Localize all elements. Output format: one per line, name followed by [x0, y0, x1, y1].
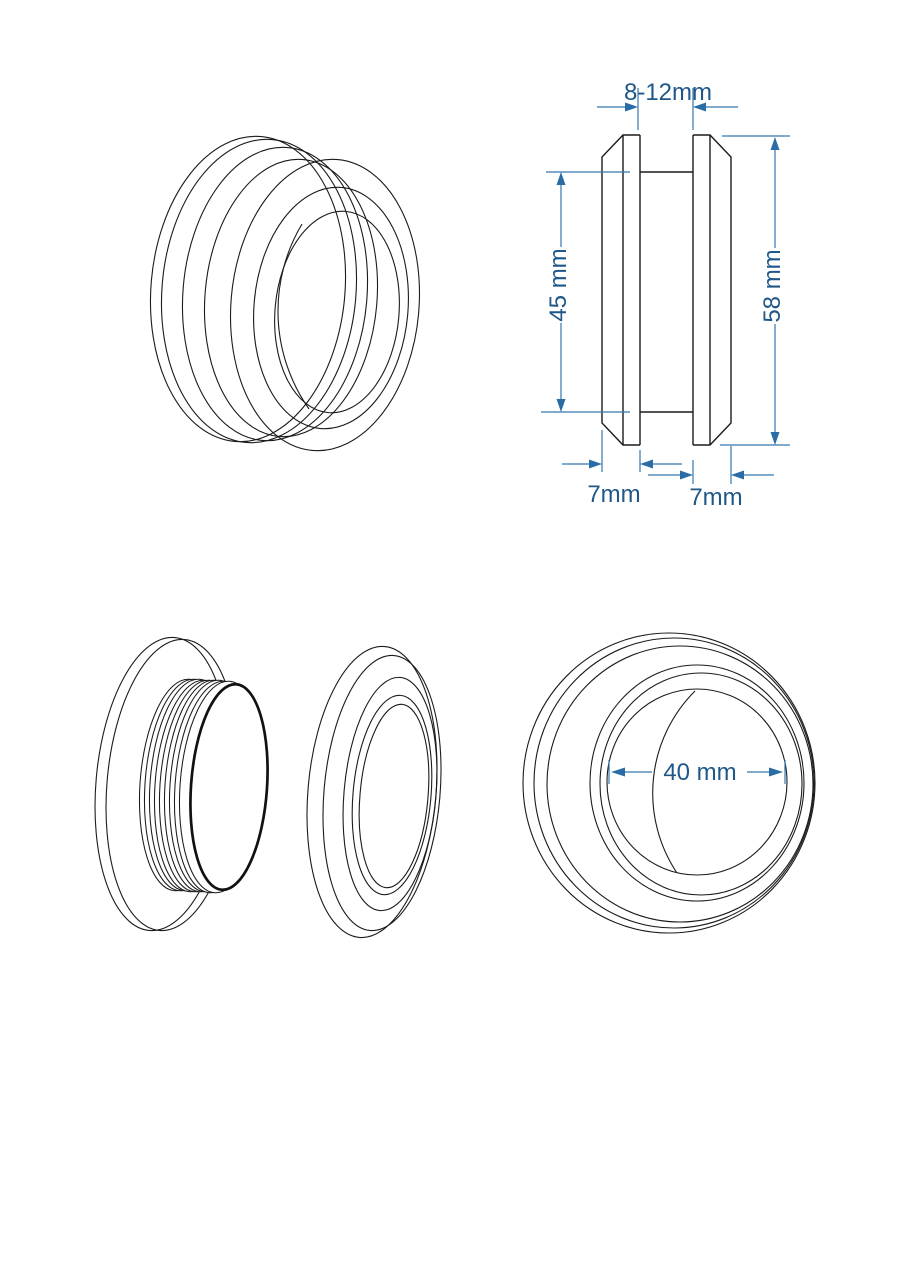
right-knob-depth-label: 7mm — [689, 484, 743, 511]
back-flange-outline — [138, 128, 358, 450]
arrowhead-left-icon — [611, 768, 625, 777]
knob-front-view — [523, 633, 815, 933]
back-flange-edge — [149, 131, 369, 451]
nut-rim-inner — [334, 673, 446, 914]
dim-glass-thickness — [597, 79, 738, 130]
arrowhead-up-icon — [771, 137, 780, 150]
threaded-knob-back-view — [83, 632, 274, 936]
boss-height-label: 45 mm — [545, 248, 572, 322]
dim-hole-diameter — [609, 759, 785, 786]
glass-thickness-label: 8-12mm — [623, 79, 713, 106]
nut-back-outline — [296, 641, 449, 943]
dim-left-knob-depth — [562, 430, 682, 508]
outer-diameter-label: 58 mm — [759, 249, 786, 323]
left-knob-profile — [602, 135, 640, 445]
arrowhead-right-icon — [589, 460, 602, 469]
hole-diameter-label: 40 mm — [663, 759, 737, 786]
hole-front-edge — [266, 206, 407, 418]
arrowhead-down-icon — [771, 432, 780, 445]
dim-right-knob-depth — [648, 446, 774, 511]
exploded-view — [83, 632, 451, 943]
arrowhead-right-icon — [680, 471, 693, 480]
left-knob-depth-label: 7mm — [587, 481, 641, 508]
ring-nut-view — [296, 641, 452, 943]
knob-isometric-view — [138, 128, 431, 459]
arrowhead-right-icon — [769, 768, 783, 777]
arrowhead-down-icon — [557, 399, 566, 412]
arrowhead-left-icon — [731, 471, 744, 480]
arrowhead-up-icon — [557, 172, 566, 185]
right-knob-profile — [693, 135, 731, 445]
cross-section-view — [541, 79, 790, 511]
cross-section-outline — [602, 135, 731, 445]
dim-boss-height — [541, 172, 630, 412]
grip-step-edge — [193, 152, 389, 444]
hole-back-edge-arc — [278, 224, 309, 409]
front-rim-inner — [244, 181, 419, 436]
arrowhead-left-icon — [640, 460, 653, 469]
